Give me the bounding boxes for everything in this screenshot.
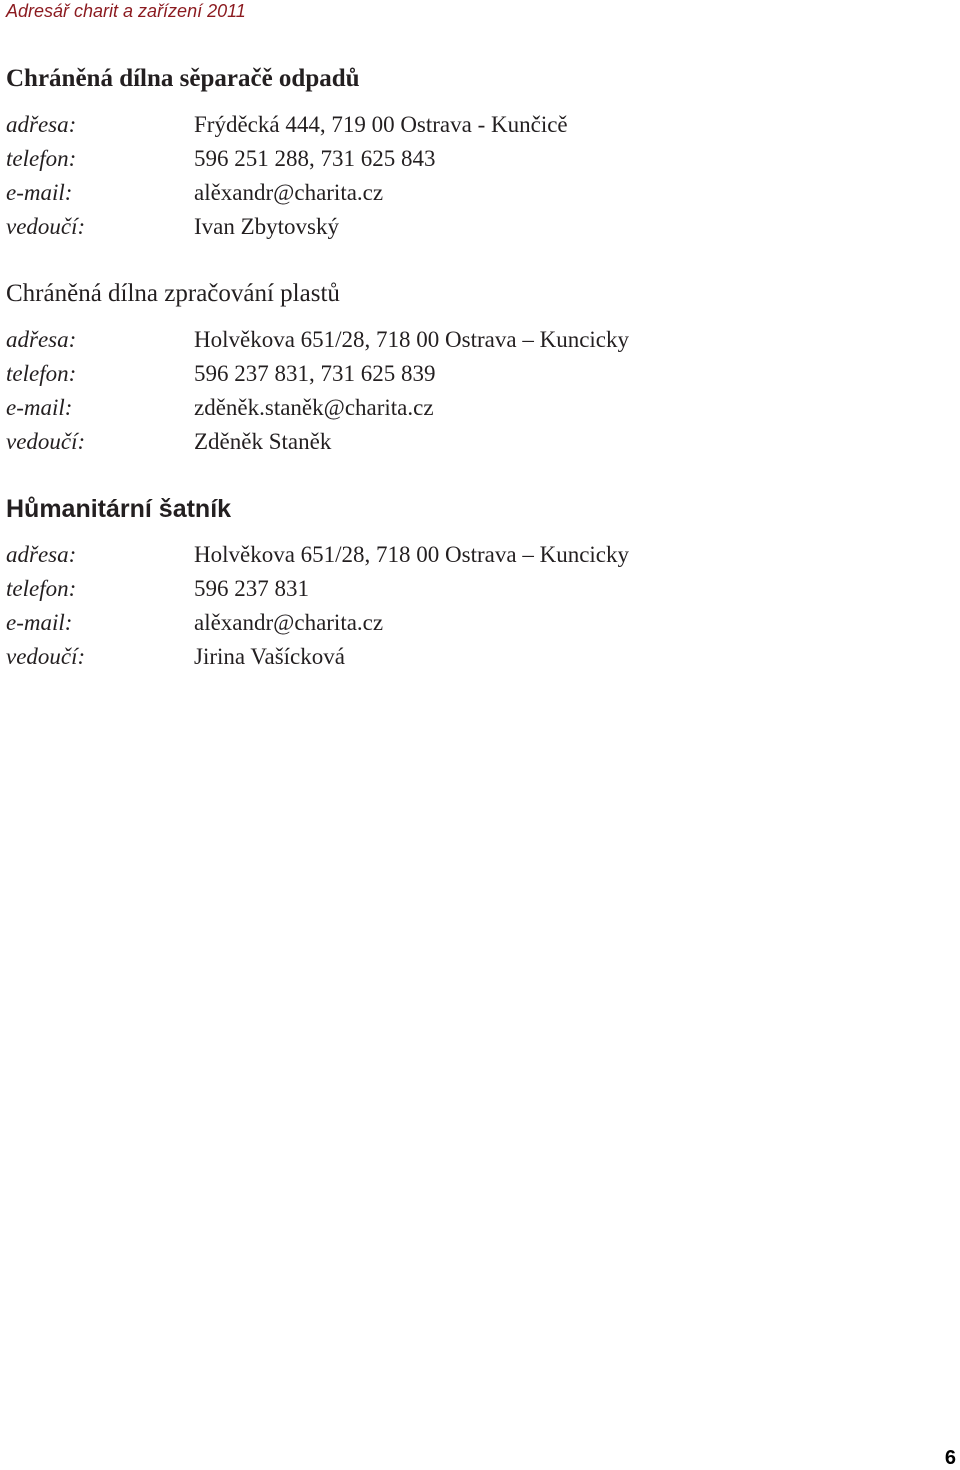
manager-value: Zděněk Staněk [194,429,332,454]
email-row [6,606,946,640]
manager-label: vedoučí: [6,644,86,669]
phone-value: 596 237 831, 731 625 839 [194,361,436,386]
phone-row [6,572,946,606]
email-label: e-mail: [6,395,73,420]
email-label: e-mail: [6,610,73,635]
address-label: adřesa: [6,112,77,137]
phone-label: telefon: [6,146,77,171]
address-row [6,108,946,142]
email-value: alěxandr@charita.cz [194,180,384,205]
page-number: 6 [944,1447,956,1469]
section-humanitarni-satnik [6,494,946,674]
section-title: Hůmanitární šatník [6,495,232,523]
phone-value: 596 237 831 [194,576,309,601]
phone-value: 596 251 288, 731 625 843 [194,146,436,171]
email-row [6,391,946,425]
address-value: Frýděcká 444, 719 00 Ostrava - Kunčicě [194,112,568,137]
manager-label: vedoučí: [6,214,86,239]
address-row [6,323,946,357]
running-header: Adresář charit a zařízení 2011 [6,1,246,21]
section-title: Chráněná dílna sěparačě odpadů [6,65,360,92]
address-value: Holvěkova 651/28, 718 00 Ostrava – Kuncicky [194,327,630,352]
address-row [6,538,946,572]
email-row [6,176,946,210]
manager-row [6,210,946,244]
phone-row [6,357,946,391]
phone-label: telefon: [6,361,77,386]
section-separace-odpadu [6,64,946,244]
manager-label: vedoučí: [6,429,86,454]
manager-row [6,640,946,674]
email-value: alěxandr@charita.cz [194,610,384,635]
section-title: Chráněná dílna zpračování plastů [6,280,340,307]
address-value: Holvěkova 651/28, 718 00 Ostrava – Kuncicky [194,542,630,567]
email-value: zděněk.staněk@charita.cz [194,395,434,420]
manager-row [6,425,946,459]
manager-value: Jirina Vašícková [194,644,345,669]
email-label: e-mail: [6,180,73,205]
manager-value: Ivan Zbytovský [194,214,340,239]
address-label: adřesa: [6,327,77,352]
phone-row [6,142,946,176]
section-zpracovani-plastu [6,279,946,459]
phone-label: telefon: [6,576,77,601]
address-label: adřesa: [6,542,77,567]
